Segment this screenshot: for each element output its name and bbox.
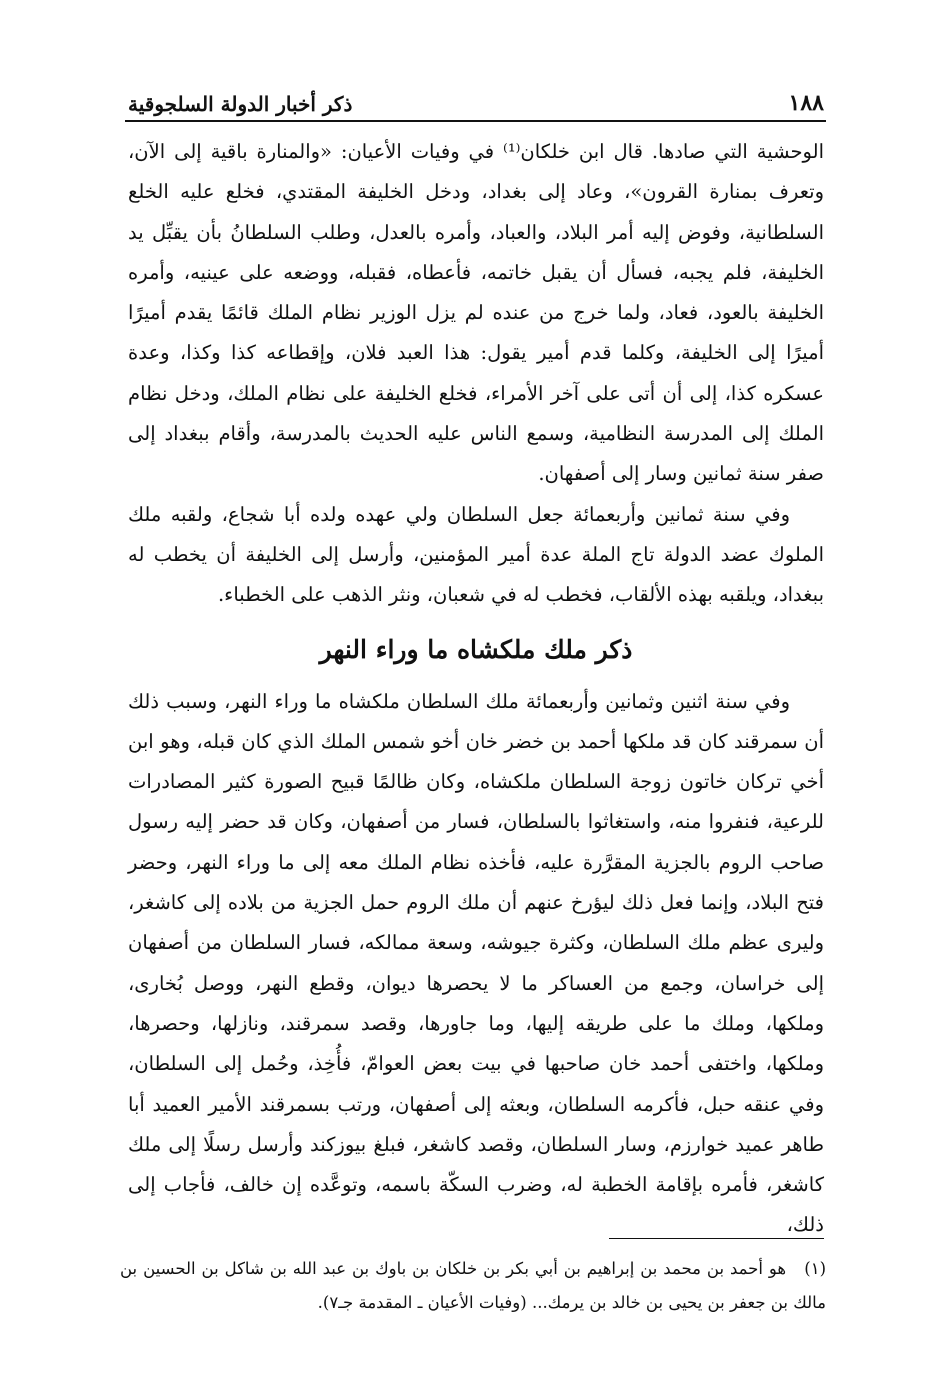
page-number: ١٨٨	[788, 90, 824, 116]
header-rule	[125, 120, 826, 122]
paragraph-2: وفي سنة ثمانين وأربعمائة جعل السلطان ولي عهده ولده أبا شجاع، ولقبه ملك الملوك عضد الدولة تاج الملة عدة أمير المؤمنين، وأرسل إلى الخليفة أن يخطب له ببغداد، ويلقبه بهذه الألقاب، فخطب له في شعبان، ونثر الذهب على الخطباء.	[128, 502, 824, 607]
footnote-text: هو أحمد بن محمد بن إبراهيم بن أبي بكر بن خلكان بن باوك بن عبد الله بن شاكل بن الحسين بن مالك بن جعفر بن يحيى بن خالد بن يرمك... (وفيات الأعيان ـ المقدمة جـ٧).	[120, 1259, 826, 1312]
section-paragraph: وفي سنة اثنين وثمانين وأربعمائة ملك السلطان ملكشاه ما وراء النهر، وسبب ذلك أن سمرقند كان قد ملكها أحمد بن خضر خان أخو شمس الملك الذي كان قبله، وهو ابن أخي تركان خاتون زوجة السلطان ملكشاه، وكان ظالمًا قبيح الصورة كثير المصادرات للرعية، فنفروا منه، واستغاثوا بالسلطان، فسار من أصفهان، وكان قد حضر إليه رسول صاحب الروم بالجزية المقرَّرة عليه، فأخذه نظام الملك معه إلى ما وراء النهر، وحضر فتح البلاد، وإنما فعل ذلك ليؤرخ عنهم أن ملك الروم حمل الجزية من بلاده إلى كاشغر، وليرى عظم ملك السلطان، وكثرة جيوشه، وسعة ممالكه، فسار السلطان من أصفهان إلى خراسان، وجمع من العساكر ما لا يحصرها ديوان، وقطع النهر، ووصل بُخارى، وملكها، وملك ما على طريقه إليها، وما جاورها، وقصد سمرقند، ونازلها، وحصرها، وملكها، واختفى أحمد خان صاحبها في بيت بعض العوامّ، فأُخِذ، وحُمل إلى السلطان، وفي عنقه حبل، فأكرمه السلطان، وبعثه إلى أصفهان، ورتب بسمرقند الأمير العميد أبا طاهر عميد خوارزم، وسار السلطان، وقصد كاشغر، فبلغ بيوزكند وأرسل رسلًا إلى ملك كاشغر، فأمره بإقامة الخطبة له، وضرب السكّة باسمه، وتوعَّده إن خالف، فأجاب إلى ذلك،	[128, 689, 824, 1237]
footnote-1	[120, 1252, 826, 1320]
running-header	[128, 84, 824, 116]
footnote-marker: (١)	[804, 1259, 826, 1278]
paragraph-1: الوحشية التي صادها. قال ابن خلكان⁽¹⁾ في وفيات الأعيان: «والمنارة باقية إلى الآن، وتعرف بمنارة القرون»، وعاد إلى بغداد، ودخل الخليفة المقتدي، فخلع عليه الخلع السلطانية، وفوض إليه أمر البلاد، والعباد، وأمره بالعدل، وطلب السلطانُ بأن يقبِّل يد الخليفة، فلم يجبه، فسأل أن يقبل خاتمه، فأعطاه، فقبله، ووضعه على عينيه، وأمره الخليفة بالعود، فعاد، ولما خرج من عنده لم يزل الوزير نظام الملك قائمًا يقدم أميرًا أميرًا إلى الخليفة، وكلما قدم أمير يقول: هذا العبد فلان، وإقطاعه كذا وكذا، وعدة عسكره كذا، إلى أن أتى على آخر الأمراء، فخلع الخليفة على نظام الملك، ودخل نظام الملك إلى المدرسة النظامية، وسمع الناس عليه الحديث بالمدرسة، وأقام ببغداد إلى صفر سنة ثمانين وسار إلى أصفهان.	[128, 140, 824, 486]
footnote-rule	[609, 1238, 824, 1239]
running-title: ذكر أخبار الدولة السلجوقية	[128, 92, 353, 116]
footnotes	[120, 1252, 826, 1320]
section-heading: ذكر ملك ملكشاه ما وراء النهر	[319, 634, 633, 664]
main-text	[128, 132, 824, 1246]
